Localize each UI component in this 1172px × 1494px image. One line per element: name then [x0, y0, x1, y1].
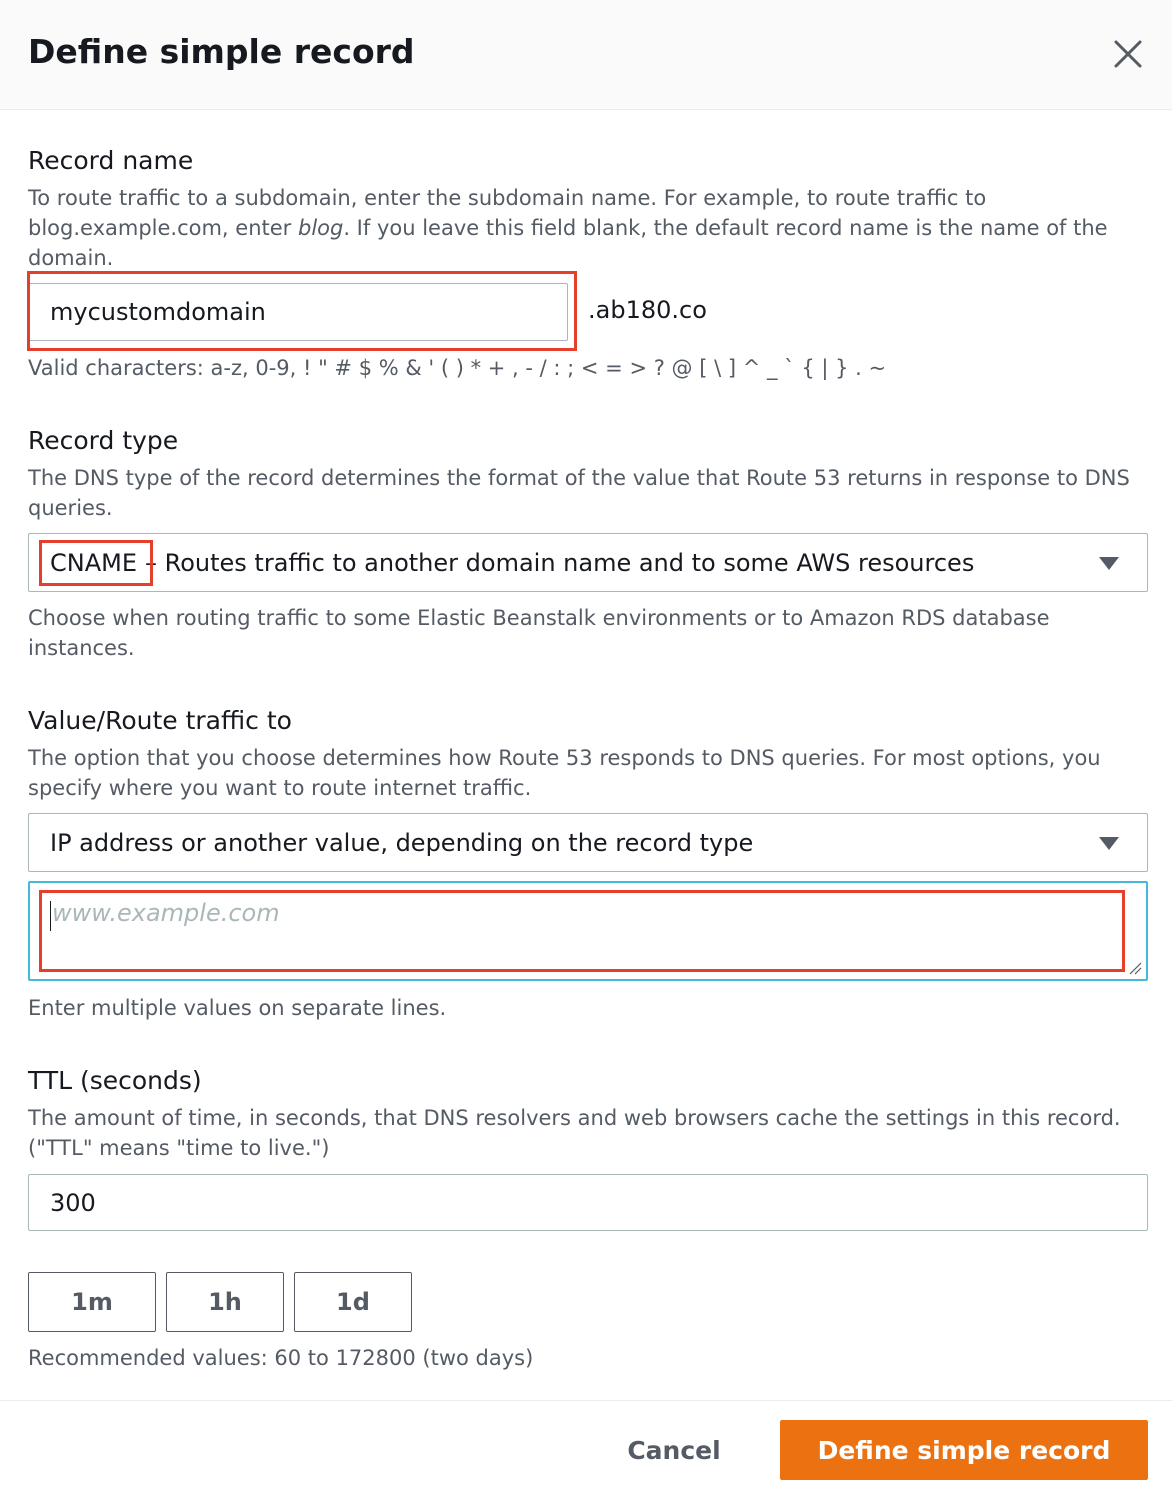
record-name-label: Record name: [28, 146, 194, 175]
ttl-label: TTL (seconds): [28, 1066, 202, 1095]
resize-grip-icon[interactable]: [1128, 961, 1142, 975]
ttl-hint: Recommended values: 60 to 172800 (two days): [28, 1346, 534, 1370]
record-type-value-description: – Routes traffic to another domain name and to some AWS resources: [145, 548, 975, 577]
record-type-select[interactable]: [28, 533, 1148, 592]
ttl-input[interactable]: [28, 1174, 1148, 1231]
dropdown-arrow-icon: [1099, 557, 1119, 570]
ttl-1m-button[interactable]: 1m: [28, 1272, 156, 1332]
record-type-hint: Choose when routing traffic to some Elastic Beanstalk environments or to Amazon RDS database instances.: [28, 606, 1050, 660]
route-traffic-value: IP address or another value, depending on the record type: [50, 828, 754, 857]
text-cursor: [50, 901, 51, 931]
record-name-hint: Valid characters: a-z, 0-9, ! " # $ % & ' ( ) * + , - / : ; < = > ? @ [ \ ] ^ _ ` { | } . ~: [28, 356, 887, 380]
ttl-description: The amount of time, in seconds, that DNS resolvers and web browsers cache the settings in this record. ("TTL" means "time to live."): [28, 1106, 1121, 1160]
value-placeholder: www.example.com: [52, 899, 280, 927]
ttl-1h-button[interactable]: 1h: [166, 1272, 284, 1332]
ttl-value: 300: [50, 1188, 96, 1217]
domain-suffix: .ab180.co: [588, 296, 707, 324]
define-simple-record-button[interactable]: Define simple record: [780, 1420, 1148, 1480]
record-type-description: The DNS type of the record determines the format of the value that Route 53 returns in response to DNS queries.: [28, 466, 1130, 520]
record-type-value: CNAME: [50, 548, 137, 577]
route-traffic-select[interactable]: [28, 813, 1148, 872]
dialog-title: Define simple record: [28, 32, 415, 71]
record-name-value: mycustomdomain: [50, 298, 266, 326]
value-route-label: Value/Route traffic to: [28, 706, 292, 735]
dialog-header: [0, 0, 1172, 110]
ttl-1d-button[interactable]: 1d: [294, 1272, 412, 1332]
value-route-description: The option that you choose determines how Route 53 responds to DNS queries. For most options, you specify where you want to route internet traffic.: [28, 746, 1101, 800]
close-icon[interactable]: [1108, 34, 1148, 74]
record-name-description: To route traffic to a subdomain, enter the subdomain name. For example, to route traffic to blog.example.com, enter blog. If you leave this field blank, the default record name is the name of the domain.: [28, 186, 1108, 270]
cancel-button[interactable]: Cancel: [605, 1420, 743, 1480]
value-textarea[interactable]: [28, 881, 1148, 981]
record-name-input[interactable]: [28, 283, 568, 341]
dropdown-arrow-icon: [1099, 837, 1119, 850]
value-route-hint: Enter multiple values on separate lines.: [28, 996, 447, 1020]
record-type-label: Record type: [28, 426, 179, 455]
